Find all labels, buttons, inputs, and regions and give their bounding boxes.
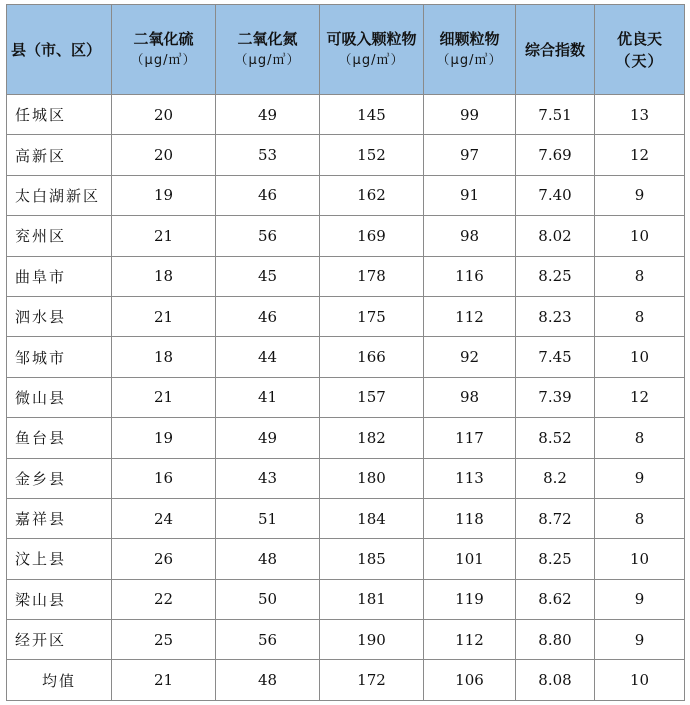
no2-cell: 50 bbox=[216, 579, 320, 619]
county-name-cell: 汶上县 bbox=[7, 539, 112, 579]
no2-cell: 41 bbox=[216, 377, 320, 417]
index-cell: 8.25 bbox=[516, 539, 595, 579]
table-row bbox=[7, 620, 685, 660]
index-cell: 7.40 bbox=[516, 175, 595, 215]
pm25-cell: 97 bbox=[424, 135, 516, 175]
no2-cell: 48 bbox=[216, 660, 320, 701]
index-cell: 8.62 bbox=[516, 579, 595, 619]
county-name-cell: 微山县 bbox=[7, 377, 112, 417]
header-row bbox=[7, 5, 685, 95]
good-days-cell: 8 bbox=[595, 498, 685, 538]
good-days-cell: 10 bbox=[595, 660, 685, 701]
index-cell: 7.69 bbox=[516, 135, 595, 175]
so2-cell: 22 bbox=[112, 579, 216, 619]
so2-cell: 24 bbox=[112, 498, 216, 538]
pm25-cell: 101 bbox=[424, 539, 516, 579]
table-row bbox=[7, 256, 685, 296]
pm10-cell: 185 bbox=[320, 539, 424, 579]
county-name-cell: 均值 bbox=[7, 660, 112, 701]
header-so2-label: 二氧化硫 bbox=[133, 29, 194, 48]
county-name-cell: 鱼台县 bbox=[7, 418, 112, 458]
county-name-cell: 任城区 bbox=[7, 95, 112, 135]
no2-cell: 56 bbox=[216, 216, 320, 256]
header-index-label: 综合指数 bbox=[524, 40, 585, 59]
county-name-cell: 高新区 bbox=[7, 135, 112, 175]
pm10-cell: 145 bbox=[320, 95, 424, 135]
so2-cell: 21 bbox=[112, 660, 216, 701]
so2-cell: 20 bbox=[112, 95, 216, 135]
air-quality-table bbox=[6, 4, 685, 701]
no2-cell: 48 bbox=[216, 539, 320, 579]
header-pm10-label: 可吸入颗粒物 bbox=[326, 29, 417, 48]
so2-cell: 26 bbox=[112, 539, 216, 579]
so2-cell: 18 bbox=[112, 337, 216, 377]
county-name-cell: 经开区 bbox=[7, 620, 112, 660]
header-good-days bbox=[595, 5, 685, 95]
no2-cell: 45 bbox=[216, 256, 320, 296]
table-row bbox=[7, 418, 685, 458]
good-days-cell: 8 bbox=[595, 418, 685, 458]
index-cell: 8.25 bbox=[516, 256, 595, 296]
county-name-cell: 金乡县 bbox=[7, 458, 112, 498]
no2-cell: 44 bbox=[216, 337, 320, 377]
so2-cell: 18 bbox=[112, 256, 216, 296]
good-days-cell: 9 bbox=[595, 175, 685, 215]
county-name-cell: 兖州区 bbox=[7, 216, 112, 256]
index-cell: 8.23 bbox=[516, 296, 595, 336]
header-index bbox=[516, 5, 595, 95]
good-days-cell: 8 bbox=[595, 256, 685, 296]
pm10-cell: 166 bbox=[320, 337, 424, 377]
no2-cell: 49 bbox=[216, 95, 320, 135]
table-row bbox=[7, 377, 685, 417]
no2-cell: 46 bbox=[216, 175, 320, 215]
county-name-cell: 泗水县 bbox=[7, 296, 112, 336]
good-days-cell: 13 bbox=[595, 95, 685, 135]
table-row bbox=[7, 458, 685, 498]
pm10-cell: 169 bbox=[320, 216, 424, 256]
average-row bbox=[7, 660, 685, 701]
header-no2 bbox=[216, 5, 320, 95]
index-cell: 7.51 bbox=[516, 95, 595, 135]
header-so2-unit: （μg/㎥） bbox=[130, 52, 197, 68]
header-pm10 bbox=[320, 5, 424, 95]
pm25-cell: 113 bbox=[424, 458, 516, 498]
table-row bbox=[7, 539, 685, 579]
county-name-cell: 嘉祥县 bbox=[7, 498, 112, 538]
header-no2-unit: （μg/㎥） bbox=[234, 52, 301, 68]
pm25-cell: 119 bbox=[424, 579, 516, 619]
header-pm10-unit: （μg/㎥） bbox=[338, 52, 405, 68]
good-days-cell: 9 bbox=[595, 458, 685, 498]
no2-cell: 56 bbox=[216, 620, 320, 660]
pm25-cell: 118 bbox=[424, 498, 516, 538]
pm25-cell: 99 bbox=[424, 95, 516, 135]
good-days-cell: 10 bbox=[595, 539, 685, 579]
good-days-cell: 12 bbox=[595, 377, 685, 417]
pm10-cell: 152 bbox=[320, 135, 424, 175]
table-row bbox=[7, 95, 685, 135]
header-pm25 bbox=[424, 5, 516, 95]
index-cell: 8.80 bbox=[516, 620, 595, 660]
index-cell: 8.2 bbox=[516, 458, 595, 498]
county-name-cell: 太白湖新区 bbox=[7, 175, 112, 215]
pm25-cell: 112 bbox=[424, 296, 516, 336]
table-row bbox=[7, 579, 685, 619]
so2-cell: 20 bbox=[112, 135, 216, 175]
air-quality-table-container bbox=[6, 4, 684, 701]
no2-cell: 49 bbox=[216, 418, 320, 458]
no2-cell: 51 bbox=[216, 498, 320, 538]
no2-cell: 46 bbox=[216, 296, 320, 336]
header-so2 bbox=[112, 5, 216, 95]
pm25-cell: 91 bbox=[424, 175, 516, 215]
pm10-cell: 184 bbox=[320, 498, 424, 538]
pm25-cell: 98 bbox=[424, 377, 516, 417]
pm10-cell: 172 bbox=[320, 660, 424, 701]
good-days-cell: 9 bbox=[595, 579, 685, 619]
pm25-cell: 106 bbox=[424, 660, 516, 701]
header-good-days-unit: （天） bbox=[615, 51, 664, 70]
pm10-cell: 181 bbox=[320, 579, 424, 619]
so2-cell: 25 bbox=[112, 620, 216, 660]
pm25-cell: 116 bbox=[424, 256, 516, 296]
pm25-cell: 98 bbox=[424, 216, 516, 256]
good-days-cell: 8 bbox=[595, 296, 685, 336]
index-cell: 7.39 bbox=[516, 377, 595, 417]
table-row bbox=[7, 498, 685, 538]
good-days-cell: 12 bbox=[595, 135, 685, 175]
index-cell: 7.45 bbox=[516, 337, 595, 377]
index-cell: 8.72 bbox=[516, 498, 595, 538]
table-header bbox=[7, 5, 685, 95]
so2-cell: 21 bbox=[112, 296, 216, 336]
index-cell: 8.08 bbox=[516, 660, 595, 701]
pm25-cell: 112 bbox=[424, 620, 516, 660]
index-cell: 8.02 bbox=[516, 216, 595, 256]
county-name-cell: 梁山县 bbox=[7, 579, 112, 619]
pm25-cell: 92 bbox=[424, 337, 516, 377]
pm10-cell: 180 bbox=[320, 458, 424, 498]
index-cell: 8.52 bbox=[516, 418, 595, 458]
no2-cell: 43 bbox=[216, 458, 320, 498]
so2-cell: 19 bbox=[112, 418, 216, 458]
so2-cell: 19 bbox=[112, 175, 216, 215]
pm10-cell: 157 bbox=[320, 377, 424, 417]
table-row bbox=[7, 135, 685, 175]
table-row bbox=[7, 337, 685, 377]
header-good-days-label: 优良天 bbox=[616, 29, 662, 48]
pm10-cell: 162 bbox=[320, 175, 424, 215]
so2-cell: 16 bbox=[112, 458, 216, 498]
header-pm25-label: 细颗粒物 bbox=[439, 29, 500, 48]
table-row bbox=[7, 296, 685, 336]
header-county-label: 县（市、区） bbox=[11, 40, 102, 59]
good-days-cell: 9 bbox=[595, 620, 685, 660]
pm10-cell: 175 bbox=[320, 296, 424, 336]
so2-cell: 21 bbox=[112, 216, 216, 256]
header-pm25-unit: （μg/㎥） bbox=[436, 52, 503, 68]
good-days-cell: 10 bbox=[595, 337, 685, 377]
good-days-cell: 10 bbox=[595, 216, 685, 256]
pm25-cell: 117 bbox=[424, 418, 516, 458]
no2-cell: 53 bbox=[216, 135, 320, 175]
pm10-cell: 190 bbox=[320, 620, 424, 660]
header-county bbox=[7, 5, 112, 95]
county-name-cell: 曲阜市 bbox=[7, 256, 112, 296]
table-body bbox=[7, 95, 685, 701]
pm10-cell: 182 bbox=[320, 418, 424, 458]
so2-cell: 21 bbox=[112, 377, 216, 417]
table-row bbox=[7, 216, 685, 256]
header-no2-label: 二氧化氮 bbox=[237, 29, 298, 48]
county-name-cell: 邹城市 bbox=[7, 337, 112, 377]
table-row bbox=[7, 175, 685, 215]
pm10-cell: 178 bbox=[320, 256, 424, 296]
